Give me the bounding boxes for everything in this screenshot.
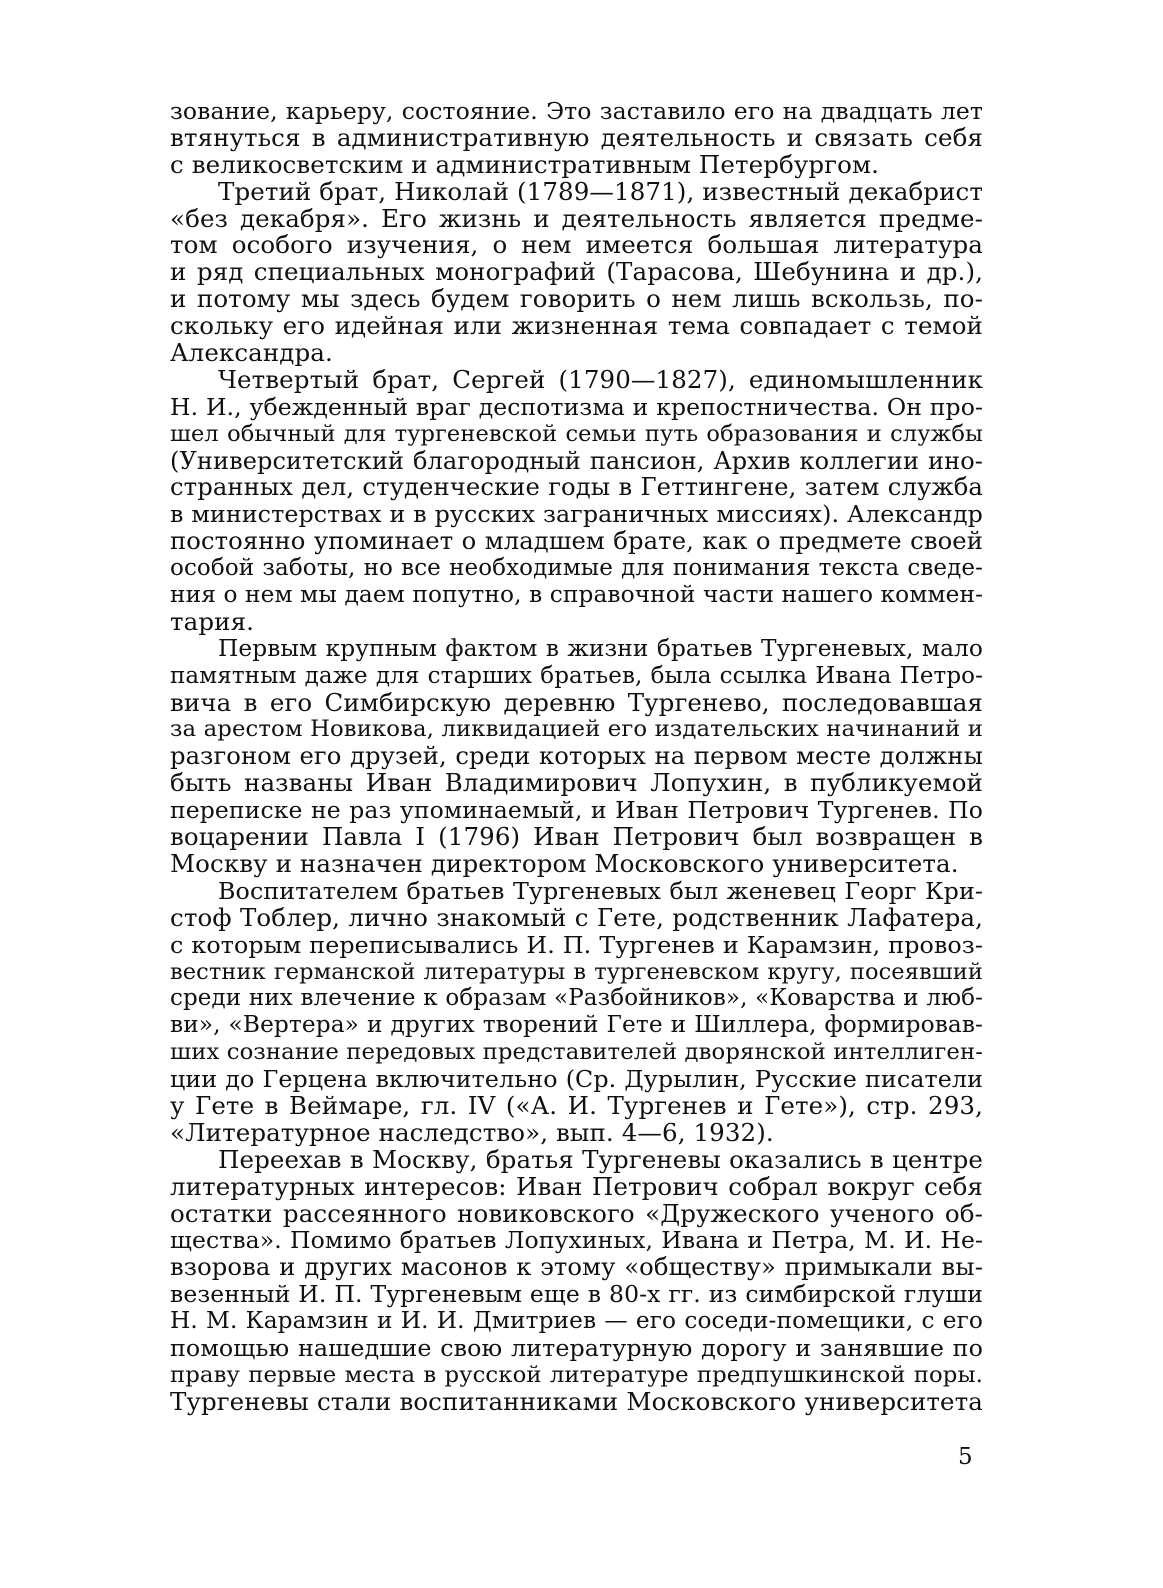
text-line: Александра. <box>170 338 333 368</box>
text-line: щества». Помимо братьев Лопухиных, Ивана и Петра, М. И. Не- <box>170 1226 983 1255</box>
text-line: вестник германской литературы в тургеневском кругу, посеявший <box>170 958 983 985</box>
text-line: с великосветским и административным Петербургом. <box>170 149 879 179</box>
text-line: праву первые места в русской литературе предпушкинской поры. <box>170 1361 983 1388</box>
text-line: «без декабря». Его жизнь и деятельность является предме- <box>170 203 983 233</box>
text-line: с которым переписывались И. П. Тургенев и Карамзин, провоз- <box>170 930 983 959</box>
text-line: и ряд специальных монографий (Тарасова, Шебунина и др.), <box>170 257 983 287</box>
text-line: литературных интересов: Иван Петрович собрал вокруг себя <box>170 1171 983 1201</box>
text-line: втянуться в административную деятельность и связать себя <box>170 122 983 152</box>
text-line: везенный И. П. Тургеневым еще в 80-х гг. из симбирской глуши <box>170 1280 983 1309</box>
text-line: помощью нашедшие свою литературную дорогу и занявшие по <box>170 1333 983 1362</box>
text-line: Переехав в Москву, братья Тургеневы оказались в центре <box>218 1144 983 1174</box>
text-line: быть названы Иван Владимирович Лопухин, в публикуемой <box>170 768 983 798</box>
text-line: Четвертый брат, Сергей (1790—1827), единомышленник <box>218 364 983 394</box>
text-line: особой заботы, но все необходимые для понимания текста сведе- <box>170 555 983 582</box>
text-line: за арестом Новикова, ликвидацией его издательских начинаний и <box>170 716 983 743</box>
text-line: странных дел, студенческие годы в Геттингене, затем служба <box>170 472 983 502</box>
text-line: взорова и других масонов к этому «обществу» примыкали вы- <box>170 1252 983 1282</box>
text-line: Тургеневы стали воспитанниками Московского университета <box>170 1386 983 1416</box>
text-line: зование, карьеру, состояние. Это заставило его на двадцать лет <box>170 97 983 125</box>
text-line: Первым крупным фактом в жизни братьев Тургеневых, мало <box>218 634 983 662</box>
page-number: 5 <box>958 1444 973 1470</box>
text-line: воцарении Павла I (1796) Иван Петрович был возвращен в <box>170 822 983 852</box>
text-line: и потому мы здесь будем говорить о нем лишь вскользь, по- <box>170 284 983 314</box>
text-line: Третий брат, Николай (1789—1871), известный декабрист <box>218 176 983 206</box>
text-line: переписке не раз упоминаемый, и Иван Петрович Тургенев. По <box>170 796 983 825</box>
text-line: шел обычный для тургеневской семьи путь образования и службы <box>170 420 983 447</box>
body-text <box>170 98 983 1416</box>
text-line: памятным даже для старших братьев, была ссылка Ивана Петро- <box>170 662 983 689</box>
text-line: Н. М. Карамзин и И. И. Дмитриев — его соседи-помещики, с его <box>170 1307 983 1335</box>
text-line: «Литературное наследство», вып. 4—6, 1932). <box>170 1117 774 1147</box>
text-line: разгоном его друзей, среди которых на первом месте должны <box>170 741 983 771</box>
text-line: стоф Тоблер, лично знакомый с Гете, родственник Лафатера, <box>170 902 983 932</box>
text-line: ви», «Вертера» и других творений Гете и Шиллера, формировав- <box>170 1011 983 1039</box>
text-line: тария. <box>170 606 255 636</box>
text-line: Н. И., убежденный враг деспотизма и крепостничества. Он про- <box>170 392 983 421</box>
text-line: том особого изучения, о нем имеется большая литература <box>170 230 983 260</box>
text-line: у Гете в Веймаре, гл. IV («А. И. Тургенев и Гете»), стр. 293, <box>170 1090 983 1120</box>
text-line: ции до Герцена включительно (Ср. Дурылин, Русские писатели <box>170 1065 983 1094</box>
text-line: ших сознание передовых представителей дворянской интеллиген- <box>170 1039 984 1066</box>
text-line: скольку его идейная или жизненная тема совпадает с темой <box>170 311 983 341</box>
text-line: Москву и назначен директором Московского университета. <box>170 848 959 878</box>
text-line: вича в его Симбирскую деревню Тургенево, последовавшая <box>170 687 983 717</box>
text-line: среди них влечение к образам «Разбойников», «Коварства и люб- <box>170 985 983 1012</box>
text-line: постоянно упоминает о младшем брате, как о предмете своей <box>170 526 983 556</box>
text-line: в министерствах и в русских заграничных миссиях). Александр <box>170 500 983 529</box>
text-line: Воспитателем братьев Тургеневых был женевец Георг Кри- <box>218 876 983 905</box>
text-line: ния о нем мы даем попутно, в справочной части нашего коммен- <box>170 581 984 609</box>
text-line: (Университетский благородный пансион, Архив коллегии ино- <box>170 446 983 475</box>
text-line: остатки рассеянного новиковского «Дружеского ученого об- <box>170 1198 983 1228</box>
